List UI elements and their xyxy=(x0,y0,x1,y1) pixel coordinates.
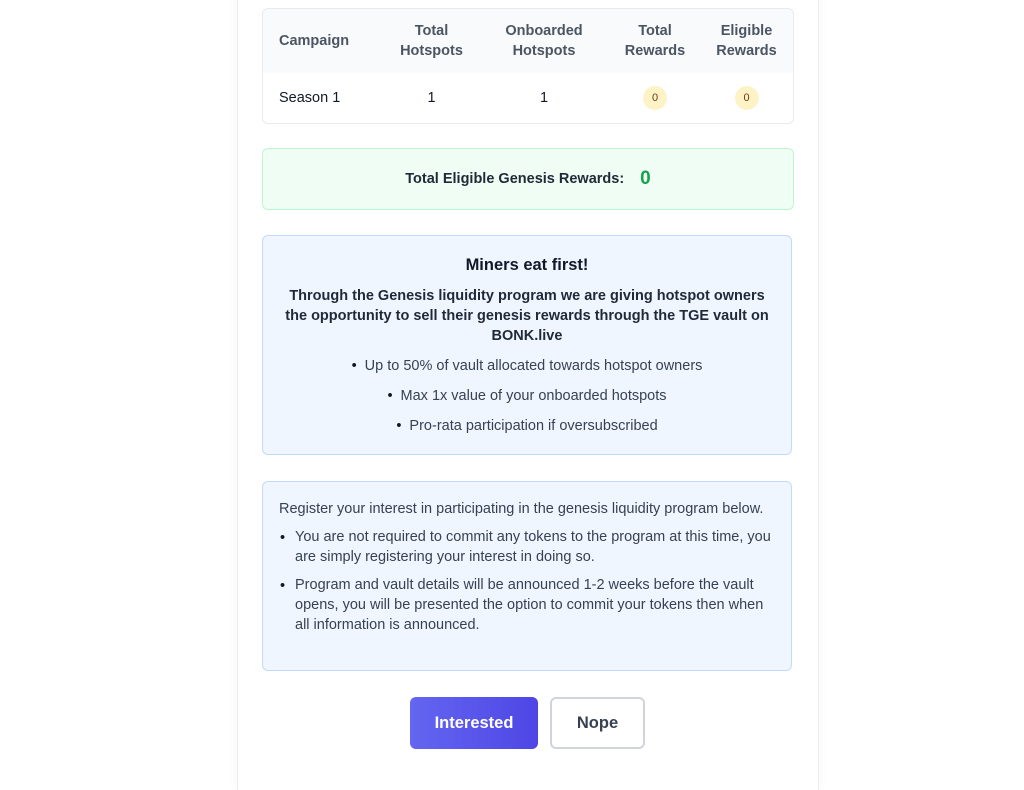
cell-total-hotspots: 1 xyxy=(427,90,436,106)
miners-title: Miners eat first! xyxy=(465,256,589,274)
list-item: • Up to 50% of vault allocated towards hotspot owners xyxy=(263,356,791,376)
header-label: Onboarded xyxy=(505,23,583,39)
cell-campaign: Season 1 xyxy=(279,90,341,106)
list-item: • You are not required to commit any tokens to the program at this time, you are simply registering your interest in doing so. xyxy=(279,527,775,567)
header-label: Total xyxy=(638,23,672,39)
register-info-box xyxy=(262,481,792,671)
list-item: • Program and vault details will be announced 1-2 weeks before the vault opens, you will be presented the option to commit your tokens then when all information is announced. xyxy=(279,575,775,635)
total-eligible-rewards-label: Total Eligible Genesis Rewards: xyxy=(405,171,625,187)
header-label: Eligible xyxy=(720,23,773,39)
campaign-table xyxy=(262,8,794,124)
header-onboarded-hotspots xyxy=(478,9,610,73)
total-eligible-rewards-box xyxy=(262,148,794,210)
header-eligible-rewards xyxy=(700,9,793,73)
header-campaign xyxy=(263,9,385,73)
cell-total-rewards xyxy=(610,73,700,123)
header-label: Total xyxy=(414,23,449,39)
table-header-row xyxy=(263,9,793,73)
header-label: Rewards xyxy=(716,43,777,59)
miners-description: Through the Genesis liquidity program we are giving hotspot owners the opportunity to sell their genesis rewards through the TGE vault on BONK.live xyxy=(285,288,769,344)
table-row xyxy=(263,73,793,123)
register-bullet-list xyxy=(279,527,775,635)
header-label: Rewards xyxy=(624,43,686,59)
total-eligible-rewards-value: 0 xyxy=(640,168,651,189)
header-total-hotspots xyxy=(385,9,478,73)
header-campaign-label: Campaign xyxy=(279,33,350,49)
header-label: Hotspots xyxy=(512,43,576,59)
eligible-rewards-badge: 0 xyxy=(735,86,759,110)
total-rewards-badge: 0 xyxy=(643,86,667,110)
list-item: • Pro-rata participation if oversubscribed xyxy=(263,416,791,436)
interested-button[interactable]: Interested xyxy=(410,697,538,749)
register-intro: Register your interest in participating in the genesis liquidity program below. xyxy=(279,501,764,517)
header-total-rewards xyxy=(610,9,700,73)
list-item: • Max 1x value of your onboarded hotspots xyxy=(263,386,791,406)
miners-bullet-list xyxy=(263,356,791,436)
header-label: Hotspots xyxy=(400,43,463,59)
nope-button[interactable]: Nope xyxy=(550,697,645,749)
cell-onboarded-hotspots: 1 xyxy=(539,90,549,106)
cell-eligible-rewards xyxy=(700,73,793,123)
miners-info-box xyxy=(262,235,792,455)
